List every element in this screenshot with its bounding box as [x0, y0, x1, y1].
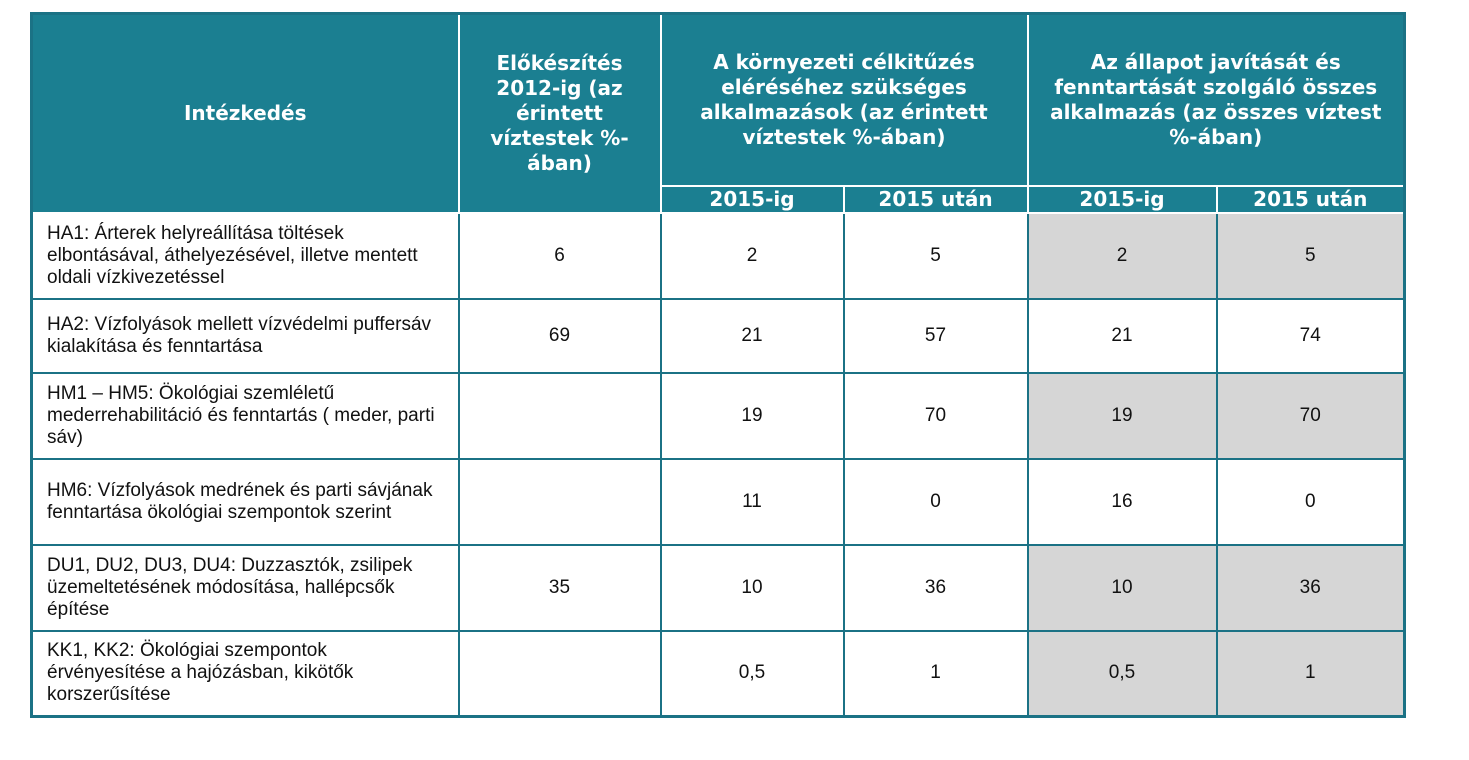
header-prep: Előkészítés 2012-ig (az érintett víztestek %-ában) — [459, 14, 661, 213]
cell-prep: 69 — [459, 299, 661, 373]
cell-prep — [459, 459, 661, 545]
cell-prep: 6 — [459, 213, 661, 299]
cell-all-after: 1 — [1217, 631, 1405, 717]
table-row — [32, 631, 1405, 717]
cell-env-2015: 0,5 — [661, 631, 844, 717]
cell-env-2015: 21 — [661, 299, 844, 373]
header-all: Az állapot javítását és fenntartását szolgáló összes alkalmazás (az összes víztest %-ában) — [1028, 14, 1405, 186]
cell-all-2015: 16 — [1028, 459, 1217, 545]
table-row — [32, 545, 1405, 631]
cell-prep — [459, 631, 661, 717]
row-label: HA1: Árterek helyreállítása töltések elbontásával, áthelyezésével, illetve mentett oldali vízkivezetéssel — [32, 213, 459, 299]
header-measure: Intézkedés — [32, 14, 459, 213]
cell-all-after: 0 — [1217, 459, 1405, 545]
cell-env-2015: 11 — [661, 459, 844, 545]
cell-prep: 35 — [459, 545, 661, 631]
cell-all-2015: 19 — [1028, 373, 1217, 459]
cell-env-after: 57 — [844, 299, 1028, 373]
cell-env-2015: 10 — [661, 545, 844, 631]
cell-all-after: 36 — [1217, 545, 1405, 631]
subheader-all-after: 2015 után — [1217, 186, 1405, 213]
cell-env-after: 36 — [844, 545, 1028, 631]
cell-all-2015: 10 — [1028, 545, 1217, 631]
cell-all-after: 70 — [1217, 373, 1405, 459]
table-row — [32, 459, 1405, 545]
row-label: KK1, KK2: Ökológiai szempontok érvényesítése a hajózásban, kikötők korszerűsítése — [32, 631, 459, 717]
cell-all-2015: 21 — [1028, 299, 1217, 373]
cell-env-after: 70 — [844, 373, 1028, 459]
table-row — [32, 213, 1405, 299]
row-label: HM6: Vízfolyások medrének és parti sávjának fenntartása ökológiai szempontok szerint — [32, 459, 459, 545]
cell-all-after: 74 — [1217, 299, 1405, 373]
subheader-all-2015: 2015-ig — [1028, 186, 1217, 213]
cell-env-after: 5 — [844, 213, 1028, 299]
header-row — [32, 14, 1405, 186]
cell-all-after: 5 — [1217, 213, 1405, 299]
subheader-env-2015: 2015-ig — [661, 186, 844, 213]
row-label: HM1 – HM5: Ökológiai szemléletű mederrehabilitáció és fenntartás ( meder, parti sáv) — [32, 373, 459, 459]
subheader-env-after: 2015 után — [844, 186, 1028, 213]
table-row — [32, 373, 1405, 459]
cell-all-2015: 2 — [1028, 213, 1217, 299]
cell-env-after: 1 — [844, 631, 1028, 717]
cell-env-after: 0 — [844, 459, 1028, 545]
header-env: A környezeti célkitűzés eléréséhez szükséges alkalmazások (az érintett víztestek %-ában) — [661, 14, 1028, 186]
cell-prep — [459, 373, 661, 459]
row-label: DU1, DU2, DU3, DU4: Duzzasztók, zsilipek üzemeltetésének módosítása, hallépcsők építése — [32, 545, 459, 631]
cell-env-2015: 2 — [661, 213, 844, 299]
table-row — [32, 299, 1405, 373]
cell-all-2015: 0,5 — [1028, 631, 1217, 717]
cell-env-2015: 19 — [661, 373, 844, 459]
row-label: HA2: Vízfolyások mellett vízvédelmi puffersáv kialakítása és fenntartása — [32, 299, 459, 373]
measures-table — [30, 12, 1406, 718]
